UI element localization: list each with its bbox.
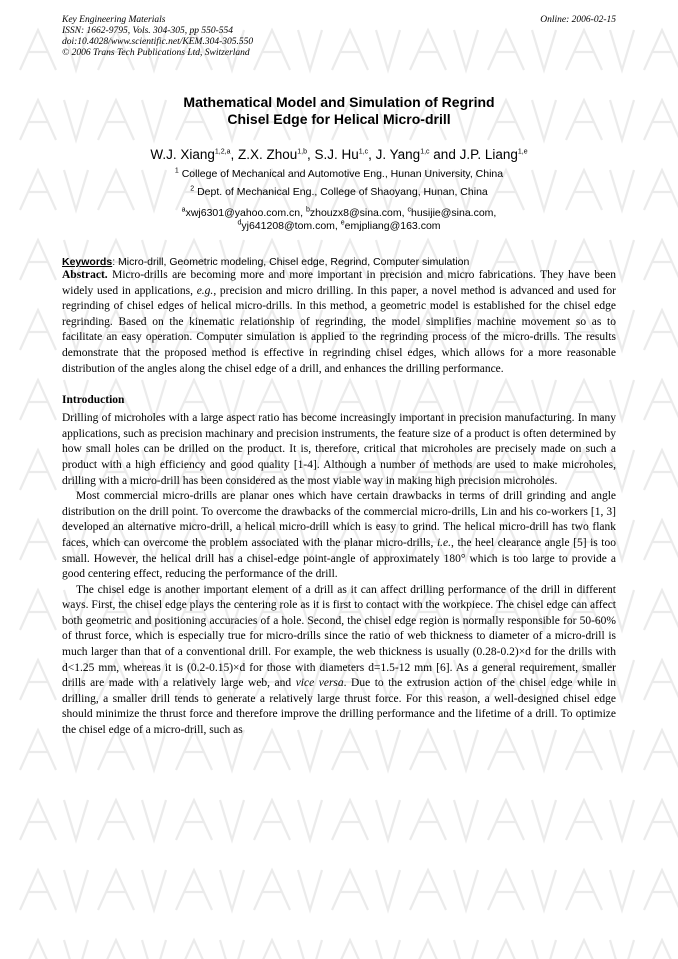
email-address: yj641208@tom.com, <box>241 220 341 232</box>
author-superscript: 1,e <box>517 148 528 156</box>
intro-paragraph <box>62 583 616 739</box>
author-name: Z.X. Zhou <box>238 147 298 162</box>
email-superscript: d <box>237 219 242 227</box>
email-address: husijie@sina.com, <box>410 207 497 219</box>
intro-text: . Due to the extrusion action of the chisel edge while in drilling, a smaller drill tends to generate a relatively large thrust force. For this reason, a well-designed chisel edge should minimize the thrust force and therefore improve the drilling performance and the lifetime of a drill. To optimize the chisel edge of a micro-drill, such as <box>62 677 617 737</box>
abstract-label: Abstract. <box>62 269 108 281</box>
affiliation-text: College of Mechanical and Automotive Eng., Hunan University, China <box>181 168 504 180</box>
author-name: S.J. Hu <box>314 147 359 162</box>
email-address: xwj6301@yahoo.com.cn, <box>185 207 306 219</box>
affiliation <box>62 186 616 199</box>
email-list <box>62 207 616 233</box>
affiliation <box>62 168 616 181</box>
email-line-1 <box>62 207 616 220</box>
email-line-2 <box>62 220 616 233</box>
keywords-label: Keywords <box>62 256 113 268</box>
introduction-heading: Introduction <box>62 394 125 407</box>
paper-title <box>62 94 616 128</box>
author-name: J.P. Liang <box>459 147 518 162</box>
affiliations <box>62 168 616 199</box>
email-superscript: c <box>407 206 411 214</box>
author-superscript: 1,2,a <box>214 148 231 156</box>
affiliation-text: Dept. of Mechanical Eng., College of Shaoyang, Hunan, China <box>197 186 488 198</box>
intro-italic-text: i.e. <box>436 536 452 549</box>
intro-text: Drilling of microholes with a large aspect ratio has become increasingly important in precision manufacturing. In many applications, such as precision machinary and precision instruments, the feature size of a product is often determined by how small holes can be drilled on the product. It is, therefore, critical that microholes are precisely made on such a product with a high efficiency and good quality [1-4]. Although a number of methods are used to make microholes, drilling with a micro-drill has been considered as the most viable way in making high precision microholes. <box>62 412 616 487</box>
email-superscript: e <box>340 219 345 227</box>
email-superscript: b <box>305 206 310 214</box>
intro-paragraph <box>62 411 616 489</box>
abstract-italic-text: e.g. <box>196 284 214 297</box>
journal-copyright: © 2006 Trans Tech Publications Ltd, Switzerland <box>62 48 250 58</box>
journal-header <box>62 15 616 59</box>
keywords <box>62 256 616 268</box>
journal-issn: ISSN: 1662-9795, Vols. 304-305, pp 550-554 <box>62 26 233 36</box>
abstract <box>62 268 616 377</box>
title-line-1: Mathematical Model and Simulation of Regrind <box>183 94 495 110</box>
intro-italic-text: vice versa <box>295 677 344 690</box>
page-content <box>62 15 616 739</box>
abstract-text: , precision and micro drilling. In this paper, a novel method is advanced and used for regrinding of chisel edges of helical micro-drills. In this method, a geometric model is established for the chisel edge regrinding. Based on the kinematic relationship of regrinding, the model simplifies machine movement so as to facilitate an easy operation. Computer simulation is applied to the regrinding process of the micro-drills. The results demonstrate that the proposed method is effective in regrinding chisel edges, which allows for a more reasonable distribution of the angles along the chisel edge of a drill, and enhances the drilling performance. <box>62 284 616 375</box>
intro-text: The chisel edge is another important element of a drill as it can affect drilling performance of the drill in different ways. First, the chisel edge plays the centering role as it is first to contact with the workpiece. The chisel edge can affect both geometric and positioning accuracies of a hole. Second, the chisel edge region is normally responsible for 50-60% of thrust force, which is especially true for micro-drills since the ratio of web thickness to diameter of a micro-drill is much larger than that of a conventional drill. For example, the web thickness is usually (0.28-0.2)×d for the drills with d<1.25 mm, whereas it is (0.2-0.15)×d for those with diameters d=1.5-12 mm [6]. As a general requirement, smaller drills are made with a relatively large web, and <box>62 583 616 690</box>
journal-name: Key Engineering Materials <box>62 15 166 25</box>
abstract-text: Micro-drills are becoming more and more important in precision and micro fabrications. They have been widely used in applications, <box>62 269 617 297</box>
author-superscript: 1,c <box>420 148 430 156</box>
online-date: Online: 2006-02-15 <box>540 15 616 25</box>
author-superscript: 1,c <box>358 148 369 156</box>
email-address: emjpliang@163.com <box>344 220 441 232</box>
author-name: W.J. Xiang <box>150 147 215 162</box>
author-name: J. Yang <box>375 147 421 162</box>
intro-text: Most commercial micro-drills are planar ones which have certain drawbacks in terms of drill grinding and angle distribution on the drill point. To overcome the drawbacks of the commercial micro-drills, Lin and his co-workers [1, 3] developed an alternative micro-drill, a helical micro-drill which is easy to grind. The helical micro-drill has two flank faces, which can overcome the problem associated with the planar micro-drills, <box>62 490 616 549</box>
author-superscript: 1,b <box>297 148 308 156</box>
title-line-2: Chisel Edge for Helical Micro-drill <box>227 111 451 127</box>
affiliation-number: 2 <box>190 185 195 193</box>
intro-paragraph <box>62 489 616 583</box>
email-superscript: a <box>181 206 186 214</box>
introduction-body <box>62 411 616 738</box>
email-address: zhouzx8@sina.com, <box>309 207 408 219</box>
affiliation-number: 1 <box>174 167 179 175</box>
journal-doi: doi:10.4028/www.scientific.net/KEM.304-305.550 <box>62 37 254 47</box>
keywords-text: : Micro-drill, Geometric modeling, Chisel edge, Regrind, Computer simulation <box>112 256 470 268</box>
author-list: W.J. Xiang$^{1,2,a}$, Z.X. Zhou$^{1,b}$, S.J. Hu$^{1,c}$, J. Yang$^{1,c}$ and J.P. Liang$^{1,e}$ <box>150 147 528 162</box>
intro-text: , the heel clearance angle [5] is too small. However, the helical drill has a chisel-edge point-angle of approximately 180° which is too large to provide a good centering effect, reducing the performance of the drill. <box>62 536 617 581</box>
